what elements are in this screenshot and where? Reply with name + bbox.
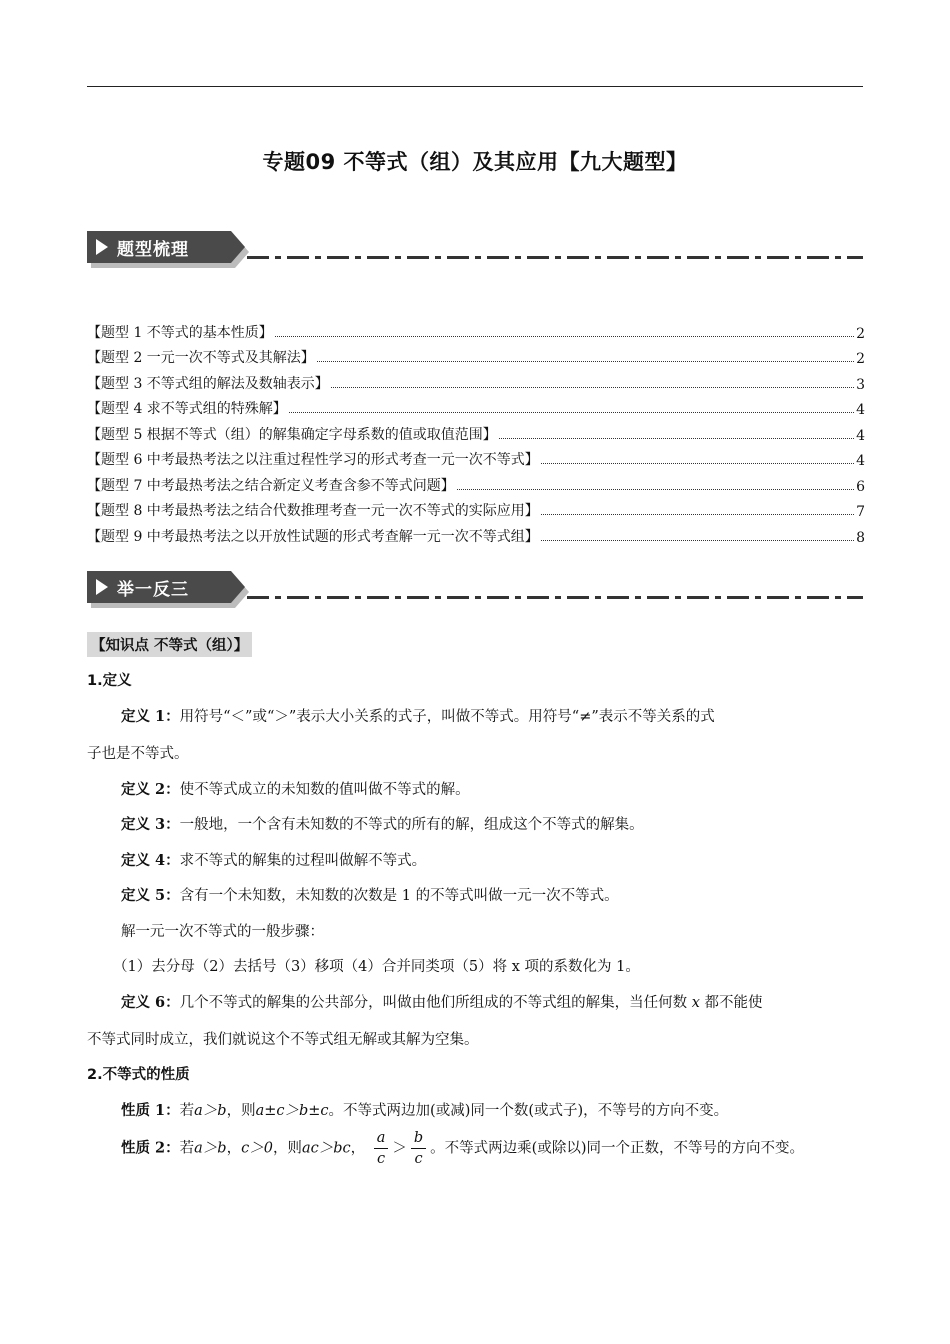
banner-label: 举一反三 — [117, 580, 189, 600]
toc-item-label: 【题型 5 根据不等式（组）的解集确定字母系数的值或取值范围】 — [87, 426, 497, 443]
definition-5 — [121, 884, 619, 905]
definition-label: 定义 6： — [121, 994, 180, 1011]
knowledge-badge-row — [87, 632, 252, 657]
fraction-denominator: c — [376, 1151, 386, 1167]
toc-item-label: 【题型 6 中考最热考法之以注重过程性学习的形式考查一元一次不等式】 — [87, 452, 539, 468]
banner-label: 题型梳理 — [117, 240, 189, 260]
definition-text: 含有一个未知数，未知数的次数是 1 的不等式叫做一元一次不等式。 — [179, 888, 619, 904]
toc-item-label: 【题型 3 不等式组的解法及数轴表示】 — [87, 375, 329, 392]
toc-leader — [289, 412, 854, 413]
toc-page-number: 6 — [856, 478, 865, 495]
definition-text: 都不能使 — [704, 995, 763, 1011]
toc-page-number: 7 — [856, 504, 865, 520]
math-variable: x — [691, 995, 700, 1011]
toc-leader — [541, 463, 854, 464]
definition-6-line-2: 不等式同时成立，我们就说这个不等式组无解或其解为空集。 — [87, 1032, 479, 1048]
math-expression: ac＞bc — [301, 1140, 351, 1157]
property-text: ， — [350, 1140, 366, 1157]
toc-page-number: 2 — [856, 351, 865, 367]
definition-label: 定义 5： — [121, 887, 180, 904]
property-text: 。不等式两边加(或减)同一个数(或式子)，不等号的方向不变。 — [328, 1103, 729, 1119]
definition-2 — [121, 778, 470, 799]
toc-leader — [499, 438, 854, 439]
toc-item-label: 【题型 9 中考最热考法之以开放性试题的形式考查解一元一次不等式组】 — [87, 528, 539, 545]
toc-item[interactable] — [87, 316, 865, 342]
toc-leader — [457, 489, 854, 490]
definition-label: 定义 2： — [121, 781, 180, 798]
fraction-numerator: b — [411, 1128, 426, 1149]
property-text: 。不等式两边乘(或除以)同一个正数，不等号的方向不变。 — [430, 1140, 804, 1157]
definition-3 — [121, 813, 644, 834]
toc-leader — [275, 336, 854, 337]
toc-leader — [317, 361, 854, 362]
definition-1-line-2: 子也是不等式。 — [87, 746, 189, 762]
banner-dash-line — [247, 596, 863, 599]
play-icon — [96, 579, 108, 595]
toc-item[interactable] — [87, 520, 865, 546]
math-expression: a±c＞b±c — [255, 1103, 329, 1119]
property-text: ，则 — [226, 1103, 256, 1119]
banner-dash-line — [247, 256, 863, 259]
play-icon — [96, 239, 108, 255]
toc-page-number: 4 — [856, 427, 865, 444]
toc-item-label: 【题型 7 中考最热考法之结合新定义考查含参不等式问题】 — [87, 477, 455, 494]
toc-item[interactable] — [87, 444, 865, 470]
definition-1-line-1 — [121, 705, 715, 726]
fraction-b-over-c — [411, 1128, 426, 1169]
definition-text: 求不等式的解集的过程叫做解不等式。 — [179, 853, 427, 869]
property-text: ， — [226, 1140, 242, 1157]
property-label: 性质 1： — [121, 1102, 180, 1119]
property-text: 若 — [179, 1140, 195, 1157]
fraction-denominator: c — [414, 1151, 423, 1167]
knowledge-badge: 【知识点 不等式（组）】 — [87, 632, 252, 657]
toc-item-label: 【题型 4 求不等式组的特殊解】 — [87, 401, 287, 417]
toc-item[interactable] — [87, 393, 865, 419]
math-expression: c＞0 — [241, 1140, 273, 1157]
table-of-contents — [87, 316, 865, 546]
document-title: 专题09 不等式（组）及其应用【九大题型】 — [262, 150, 688, 174]
toc-item-label: 【题型 1 不等式的基本性质】 — [87, 324, 273, 341]
definition-text: 一般地，一个含有未知数的不等式的所有的解，组成这个不等式的解集。 — [179, 817, 644, 833]
toc-item-label: 【题型 8 中考最热考法之结合代数推理考查一元一次不等式的实际应用】 — [87, 503, 539, 519]
property-1 — [121, 1099, 728, 1120]
definition-text: 使不等式成立的未知数的值叫做不等式的解。 — [179, 782, 470, 798]
math-expression: a＞b — [194, 1140, 227, 1157]
property-text: 若 — [179, 1103, 195, 1119]
header-rule — [87, 86, 863, 87]
section-banner-examples — [87, 571, 863, 607]
property-text: ，则 — [272, 1140, 302, 1157]
property-2 — [121, 1128, 804, 1169]
section-banner-toc — [87, 231, 863, 267]
definition-4 — [121, 849, 426, 870]
heading-properties: 2.不等式的性质 — [87, 1067, 190, 1083]
toc-item[interactable] — [87, 342, 865, 368]
property-label: 性质 2： — [121, 1139, 180, 1157]
toc-page-number: 4 — [856, 453, 865, 469]
fraction-numerator: a — [374, 1128, 389, 1149]
toc-item[interactable] — [87, 495, 865, 521]
toc-leader — [541, 514, 854, 515]
heading-definitions: 1.定义 — [87, 673, 132, 689]
toc-item-label: 【题型 2 一元一次不等式及其解法】 — [87, 350, 315, 366]
toc-item[interactable] — [87, 469, 865, 495]
math-expression: a＞b — [194, 1103, 227, 1119]
toc-leader — [541, 540, 854, 541]
toc-page-number: 8 — [856, 529, 865, 546]
definition-label: 定义 3： — [121, 816, 180, 833]
definition-6-line-1 — [121, 991, 763, 1012]
toc-page-number: 4 — [856, 402, 865, 418]
definition-label: 定义 4： — [121, 852, 180, 869]
greater-than-sign: ＞ — [392, 1140, 407, 1157]
toc-item[interactable] — [87, 367, 865, 393]
toc-item[interactable] — [87, 418, 865, 444]
definition-label: 定义 1： — [121, 708, 180, 725]
steps-list: （1）去分母（2）去括号（3）移项（4）合并同类项（5）将 x 项的系数化为 1。 — [113, 959, 640, 975]
steps-title: 解一元一次不等式的一般步骤： — [121, 924, 324, 940]
toc-page-number: 3 — [856, 376, 865, 393]
fraction-a-over-c — [374, 1128, 389, 1169]
toc-page-number: 2 — [856, 325, 865, 342]
definition-text: 用符号“＜”或“＞”表示大小关系的式子，叫做不等式。用符号“≠”表示不等关系的式 — [179, 709, 715, 725]
definition-text: 几个不等式的解集的公共部分，叫做由他们所组成的不等式组的解集，当任何数 — [179, 995, 688, 1011]
toc-leader — [331, 387, 854, 388]
